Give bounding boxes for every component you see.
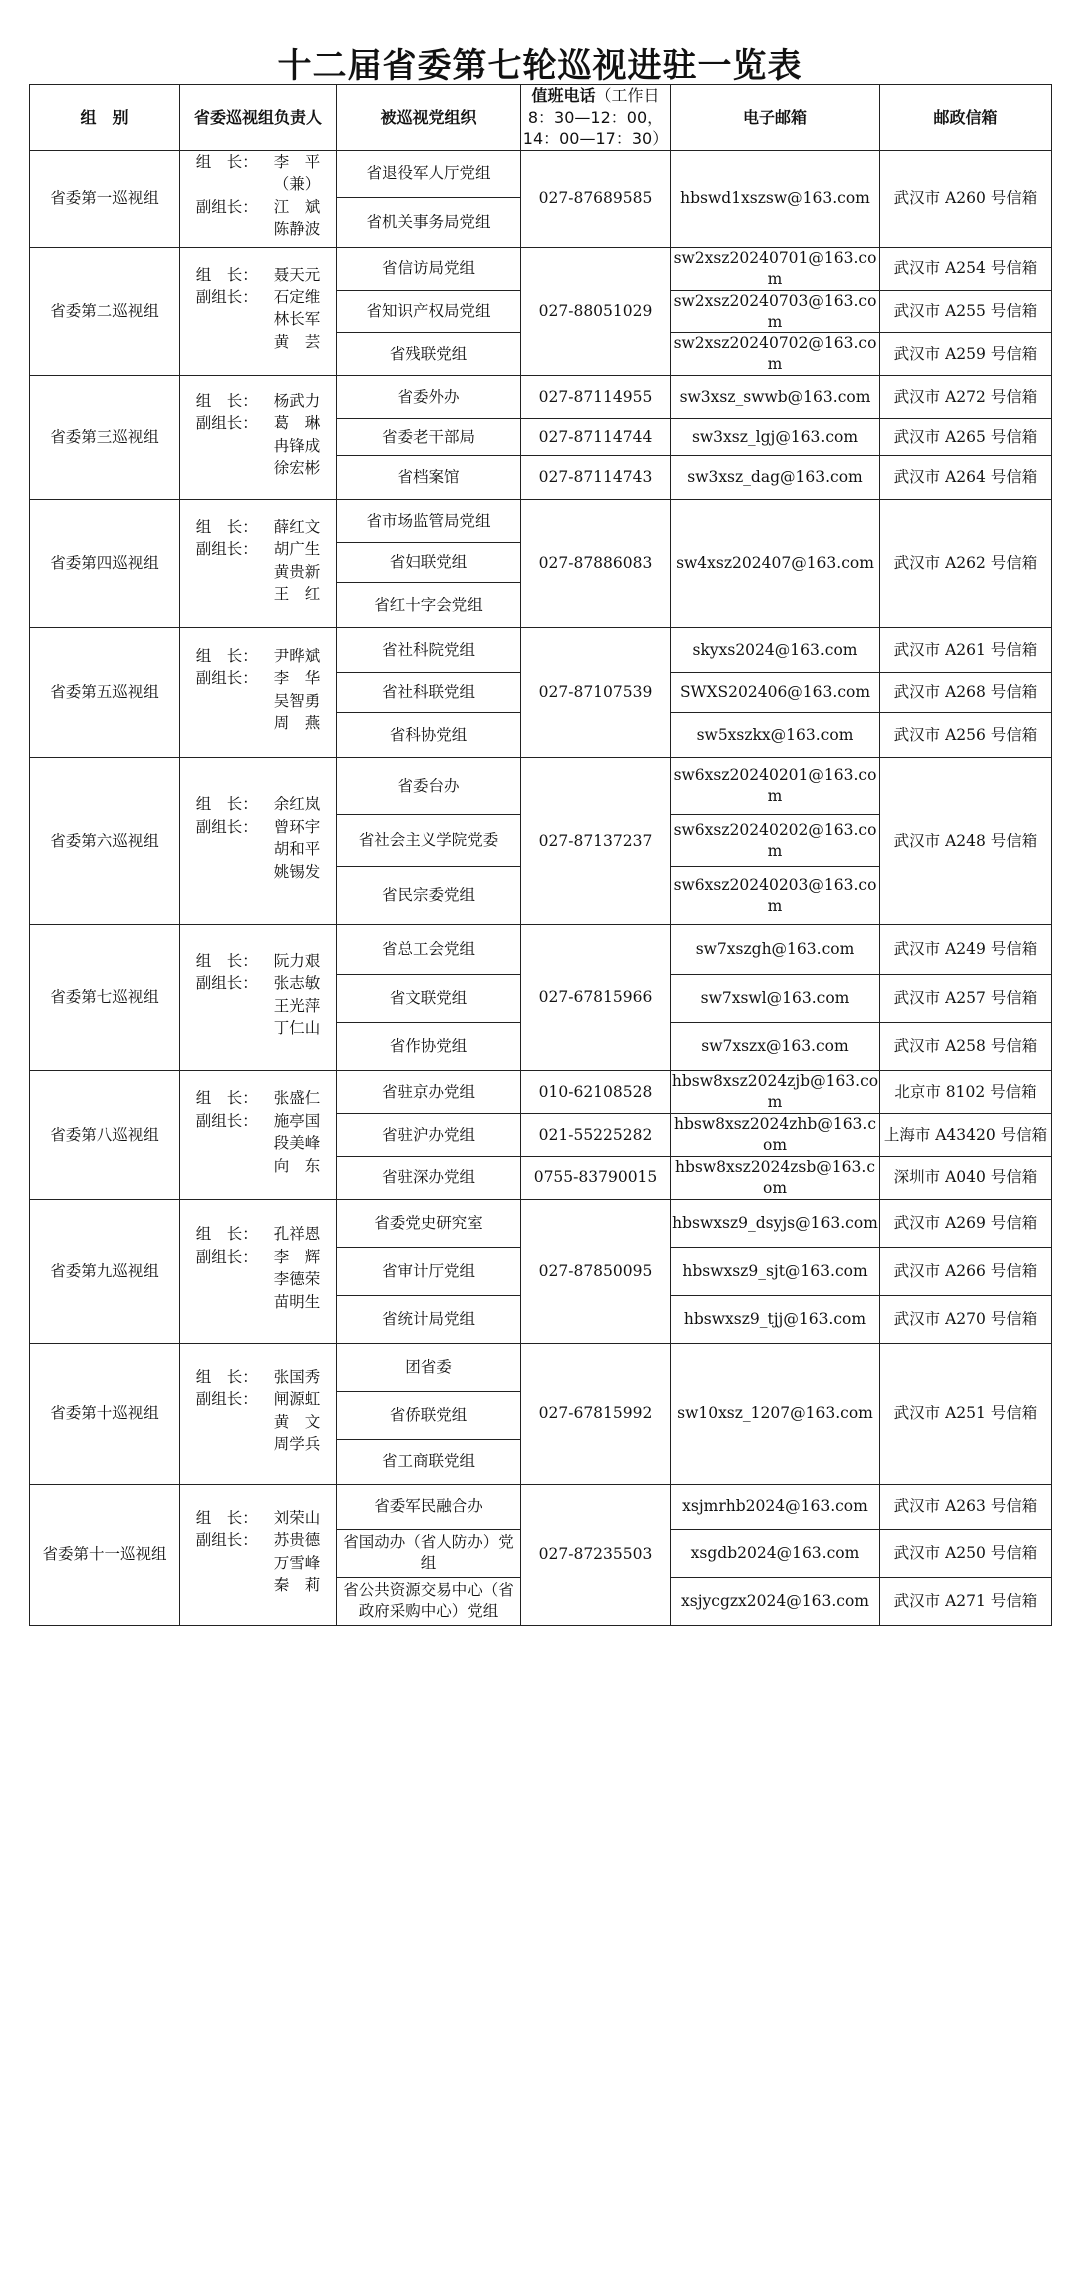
leader-entry bbox=[196, 950, 321, 972]
leader-name: 聂天元 bbox=[273, 265, 321, 284]
leader-role bbox=[196, 1268, 274, 1290]
leader-name: 孔祥恩 bbox=[273, 1225, 321, 1244]
leader-role bbox=[196, 1574, 274, 1596]
leader-role bbox=[196, 1411, 274, 1433]
phone-cell: 027-87235503 bbox=[521, 1484, 671, 1625]
header-group: 组 别 bbox=[30, 85, 180, 151]
post-cell: 武汉市 A263 号信箱 bbox=[880, 1484, 1052, 1529]
post-cell: 武汉市 A249 号信箱 bbox=[880, 925, 1052, 975]
group-name-cell: 省委第二巡视组 bbox=[30, 247, 180, 376]
post-cell: 武汉市 A272 号信箱 bbox=[880, 376, 1052, 419]
leader-entry bbox=[196, 793, 321, 815]
leader-name: 闸源虹 bbox=[273, 1390, 321, 1409]
leader-role: 副组长： bbox=[195, 1390, 258, 1409]
org-cell: 省工商联党组 bbox=[337, 1439, 521, 1484]
leader-entry bbox=[196, 690, 321, 712]
leader-entry bbox=[196, 1552, 321, 1574]
org-cell: 省驻京办党组 bbox=[337, 1071, 521, 1114]
leader-role bbox=[196, 218, 274, 240]
leaders-cell bbox=[180, 1343, 337, 1484]
leader-entry bbox=[196, 286, 321, 308]
org-cell: 省社科院党组 bbox=[337, 628, 521, 673]
phone-cell: 0755-83790015 bbox=[521, 1156, 671, 1199]
leader-name: 周 燕 bbox=[273, 714, 321, 733]
leader-role bbox=[196, 173, 274, 195]
group-name-cell: 省委第四巡视组 bbox=[30, 500, 180, 628]
leader-role: 组 长： bbox=[195, 951, 258, 970]
org-cell: 省知识产权局党组 bbox=[337, 290, 521, 333]
leader-entry bbox=[196, 412, 321, 434]
email-cell: sw3xsz_swwb@163.com bbox=[671, 376, 880, 419]
group-name-cell: 省委第六巡视组 bbox=[30, 758, 180, 925]
email-cell: hbsw8xsz2024zhb@163.com bbox=[671, 1114, 880, 1157]
leader-role: 副组长： bbox=[195, 540, 258, 559]
leader-entry bbox=[196, 218, 321, 240]
leader-name: 葛 琳 bbox=[273, 414, 321, 433]
table-row bbox=[30, 1484, 1052, 1529]
leader-role: 组 长： bbox=[195, 795, 258, 814]
leader-name: 丁仁山 bbox=[273, 1019, 321, 1038]
group-name-cell: 省委第五巡视组 bbox=[30, 628, 180, 758]
leader-entry bbox=[196, 972, 321, 994]
leader-role: 组 长： bbox=[195, 517, 258, 536]
org-cell: 省机关事务局党组 bbox=[337, 197, 521, 247]
group-name-cell: 省委第一巡视组 bbox=[30, 150, 180, 247]
leader-entry bbox=[196, 1433, 321, 1455]
leader-entry bbox=[196, 196, 321, 218]
leader-name: 王 红 bbox=[273, 585, 321, 604]
leader-entry bbox=[196, 1268, 321, 1290]
leader-role: 组 长： bbox=[195, 1367, 258, 1386]
leader-entry bbox=[196, 1132, 321, 1154]
leader-name: 秦 莉 bbox=[273, 1576, 321, 1595]
leaders-cell bbox=[180, 1199, 337, 1343]
org-cell: 省市场监管局党组 bbox=[337, 500, 521, 543]
post-cell: 武汉市 A262 号信箱 bbox=[880, 500, 1052, 628]
org-cell: 省公共资源交易中心（省政府采购中心）党组 bbox=[337, 1577, 521, 1625]
email-cell: sw3xsz_dag@163.com bbox=[671, 456, 880, 500]
leader-role: 副组长： bbox=[195, 287, 258, 306]
leader-entry bbox=[196, 516, 321, 538]
leader-name: 曾环宇 bbox=[273, 817, 321, 836]
post-cell: 武汉市 A248 号信箱 bbox=[880, 758, 1052, 925]
leader-name: 阮力艰 bbox=[273, 951, 321, 970]
patrol-table bbox=[29, 84, 1052, 1626]
phone-cell: 027-87114743 bbox=[521, 456, 671, 500]
leader-name: 王光萍 bbox=[273, 996, 321, 1015]
leader-role: 副组长： bbox=[195, 974, 258, 993]
leader-name: 冉锋成 bbox=[273, 436, 321, 455]
leader-role bbox=[196, 1017, 274, 1039]
leader-name: 陈静波 bbox=[273, 220, 321, 239]
phone-cell: 027-87137237 bbox=[521, 758, 671, 925]
leader-name: 苗明生 bbox=[273, 1292, 321, 1311]
leader-name: 杨武力 bbox=[273, 391, 321, 410]
leader-entry bbox=[196, 995, 321, 1017]
leader-entry bbox=[196, 645, 321, 667]
leader-name: 胡和平 bbox=[273, 840, 321, 859]
email-cell: hbsw8xsz2024zjb@163.com bbox=[671, 1071, 880, 1114]
email-cell: hbsw8xsz2024zsb@163.com bbox=[671, 1156, 880, 1199]
leader-role bbox=[196, 1433, 274, 1455]
leader-entry bbox=[196, 457, 321, 479]
leader-entry bbox=[196, 1574, 321, 1596]
email-cell: sw7xszgh@163.com bbox=[671, 925, 880, 975]
leaders-cell bbox=[180, 1071, 337, 1200]
post-cell: 武汉市 A271 号信箱 bbox=[880, 1577, 1052, 1625]
email-cell: xsgdb2024@163.com bbox=[671, 1529, 880, 1577]
post-cell: 武汉市 A256 号信箱 bbox=[880, 713, 1052, 758]
post-cell: 武汉市 A250 号信箱 bbox=[880, 1529, 1052, 1577]
phone-cell: 027-87689585 bbox=[521, 150, 671, 247]
org-cell: 省红十字会党组 bbox=[337, 583, 521, 628]
header-post: 邮政信箱 bbox=[880, 85, 1052, 151]
leader-role: 副组长： bbox=[195, 669, 258, 688]
org-cell: 省文联党组 bbox=[337, 975, 521, 1023]
email-cell: hbswd1xszsw@163.com bbox=[671, 150, 880, 247]
leader-role bbox=[196, 1155, 274, 1177]
leader-entry bbox=[196, 331, 321, 353]
leader-name: 周学兵 bbox=[273, 1435, 321, 1454]
leader-role bbox=[196, 308, 274, 330]
leader-name: 黄 芸 bbox=[273, 332, 321, 351]
leader-role bbox=[196, 1291, 274, 1313]
post-cell: 武汉市 A266 号信箱 bbox=[880, 1247, 1052, 1295]
leaders-list bbox=[196, 793, 321, 883]
leaders-list bbox=[196, 1366, 321, 1456]
leader-name: 张国秀 bbox=[273, 1367, 321, 1386]
org-cell: 省档案馆 bbox=[337, 456, 521, 500]
group-name-cell: 省委第九巡视组 bbox=[30, 1199, 180, 1343]
leader-entry bbox=[196, 838, 321, 860]
org-cell: 省统计局党组 bbox=[337, 1295, 521, 1343]
org-cell: 省委台办 bbox=[337, 758, 521, 815]
post-cell: 武汉市 A259 号信箱 bbox=[880, 333, 1052, 376]
leader-entry bbox=[196, 1087, 321, 1109]
leader-entry bbox=[196, 816, 321, 838]
leader-name: 张盛仁 bbox=[273, 1089, 321, 1108]
email-cell: sw2xsz20240702@163.com bbox=[671, 333, 880, 376]
org-cell: 省驻沪办党组 bbox=[337, 1114, 521, 1157]
table-row bbox=[30, 925, 1052, 975]
phone-cell: 027-67815992 bbox=[521, 1343, 671, 1484]
leaders-list bbox=[196, 264, 321, 354]
leader-name: 李 辉 bbox=[273, 1247, 321, 1266]
leaders-list bbox=[196, 1087, 321, 1177]
leader-role bbox=[196, 561, 274, 583]
phone-cell: 027-87107539 bbox=[521, 628, 671, 758]
email-cell: hbswxsz9_tjj@163.com bbox=[671, 1295, 880, 1343]
leader-entry bbox=[196, 561, 321, 583]
post-cell: 深圳市 A040 号信箱 bbox=[880, 1156, 1052, 1199]
phone-cell: 027-87886083 bbox=[521, 500, 671, 628]
leader-role bbox=[196, 690, 274, 712]
page-title: 十二届省委第七轮巡视进驻一览表 bbox=[277, 46, 803, 86]
leader-name: 向 东 bbox=[273, 1156, 321, 1175]
leader-name: 施亭国 bbox=[273, 1111, 321, 1130]
leaders-cell bbox=[180, 925, 337, 1071]
org-cell: 省委外办 bbox=[337, 376, 521, 419]
leader-role: 组 长： bbox=[195, 646, 258, 665]
leaders-list bbox=[196, 151, 321, 241]
leader-name: 江 斌 bbox=[273, 197, 321, 216]
org-cell: 省委党史研究室 bbox=[337, 1199, 521, 1247]
leader-entry bbox=[196, 151, 321, 173]
post-cell: 北京市 8102 号信箱 bbox=[880, 1071, 1052, 1114]
leader-entry bbox=[196, 264, 321, 286]
leader-role: 副组长： bbox=[195, 1531, 258, 1550]
phone-cell: 010-62108528 bbox=[521, 1071, 671, 1114]
table-row bbox=[30, 1199, 1052, 1247]
leader-role bbox=[196, 1552, 274, 1574]
leader-role: 组 长： bbox=[195, 265, 258, 284]
post-cell: 武汉市 A261 号信箱 bbox=[880, 628, 1052, 673]
leader-role: 副组长： bbox=[195, 197, 258, 216]
post-cell: 武汉市 A265 号信箱 bbox=[880, 419, 1052, 456]
org-cell: 省社科联党组 bbox=[337, 673, 521, 713]
leader-entry bbox=[196, 308, 321, 330]
post-cell: 武汉市 A255 号信箱 bbox=[880, 290, 1052, 333]
header-phone bbox=[521, 85, 671, 151]
leader-role: 组 长： bbox=[195, 1089, 258, 1108]
header-email: 电子邮箱 bbox=[671, 85, 880, 151]
table-row bbox=[30, 1071, 1052, 1114]
org-cell: 省国动办（省人防办）党组 bbox=[337, 1529, 521, 1577]
leader-entry bbox=[196, 1411, 321, 1433]
leader-name: 薛红文 bbox=[273, 517, 321, 536]
phone-cell: 027-87114744 bbox=[521, 419, 671, 456]
org-cell: 省委军民融合办 bbox=[337, 1484, 521, 1529]
leader-entry bbox=[196, 1246, 321, 1268]
leader-name: 黄贵新 bbox=[273, 562, 321, 581]
leader-name: 姚锡发 bbox=[273, 862, 321, 881]
leader-name: 林长军 bbox=[273, 310, 321, 329]
leader-role: 组 长： bbox=[195, 152, 258, 171]
leader-role bbox=[196, 583, 274, 605]
leaders-cell bbox=[180, 500, 337, 628]
leader-name: 黄 文 bbox=[273, 1412, 321, 1431]
leader-role bbox=[196, 712, 274, 734]
group-name-cell: 省委第三巡视组 bbox=[30, 376, 180, 500]
leader-name: 吴智勇 bbox=[273, 691, 321, 710]
group-name-cell: 省委第十一巡视组 bbox=[30, 1484, 180, 1625]
phone-cell: 027-88051029 bbox=[521, 247, 671, 376]
leader-name: 万雪峰 bbox=[273, 1553, 321, 1572]
leader-entry bbox=[196, 1388, 321, 1410]
org-cell: 省作协党组 bbox=[337, 1023, 521, 1071]
group-name-cell: 省委第七巡视组 bbox=[30, 925, 180, 1071]
post-cell: 上海市 A43420 号信箱 bbox=[880, 1114, 1052, 1157]
email-cell: sw2xsz20240703@163.com bbox=[671, 290, 880, 333]
leader-name: 徐宏彬 bbox=[273, 459, 321, 478]
email-cell: sw6xsz20240202@163.com bbox=[671, 815, 880, 867]
post-cell: 武汉市 A260 号信箱 bbox=[880, 150, 1052, 247]
email-cell: SWXS202406@163.com bbox=[671, 673, 880, 713]
leader-role bbox=[196, 861, 274, 883]
org-cell: 省科协党组 bbox=[337, 713, 521, 758]
org-cell: 省妇联党组 bbox=[337, 543, 521, 583]
leader-role: 副组长： bbox=[195, 817, 258, 836]
table-body bbox=[30, 150, 1052, 1625]
org-cell: 省侨联党组 bbox=[337, 1391, 521, 1439]
leader-name: 余红岚 bbox=[273, 795, 321, 814]
org-cell: 省审计厅党组 bbox=[337, 1247, 521, 1295]
leader-role bbox=[196, 838, 274, 860]
leader-role bbox=[196, 331, 274, 353]
leaders-list bbox=[196, 1507, 321, 1597]
table-row bbox=[30, 247, 1052, 290]
leader-entry bbox=[196, 1291, 321, 1313]
table-row bbox=[30, 1343, 1052, 1391]
leader-role: 组 长： bbox=[195, 1225, 258, 1244]
phone-cell: 027-67815966 bbox=[521, 925, 671, 1071]
org-cell: 省总工会党组 bbox=[337, 925, 521, 975]
post-cell: 武汉市 A269 号信箱 bbox=[880, 1199, 1052, 1247]
leader-role: 副组长： bbox=[195, 1111, 258, 1130]
phone-cell: 021-55225282 bbox=[521, 1114, 671, 1157]
org-cell: 省民宗委党组 bbox=[337, 867, 521, 925]
leader-role bbox=[196, 1132, 274, 1154]
phone-cell: 027-87114955 bbox=[521, 376, 671, 419]
post-cell: 武汉市 A257 号信箱 bbox=[880, 975, 1052, 1023]
leader-role bbox=[196, 435, 274, 457]
leader-name: 李 平 bbox=[273, 152, 321, 171]
leader-entry bbox=[196, 1507, 321, 1529]
leader-name: （兼） bbox=[273, 175, 321, 194]
leader-role bbox=[196, 457, 274, 479]
post-cell: 武汉市 A268 号信箱 bbox=[880, 673, 1052, 713]
table-row bbox=[30, 758, 1052, 815]
leader-name: 刘荣山 bbox=[273, 1508, 321, 1527]
header-phone-hours: （工作日8：30—12：00，14：00—17：30） bbox=[522, 86, 669, 149]
leaders-cell bbox=[180, 247, 337, 376]
leader-name: 李 华 bbox=[273, 669, 321, 688]
post-cell: 武汉市 A258 号信箱 bbox=[880, 1023, 1052, 1071]
leader-entry bbox=[196, 712, 321, 734]
header-org: 被巡视党组织 bbox=[337, 85, 521, 151]
org-cell: 省信访局党组 bbox=[337, 247, 521, 290]
table-row bbox=[30, 150, 1052, 197]
leader-entry bbox=[196, 667, 321, 689]
leaders-cell bbox=[180, 376, 337, 500]
email-cell: xsjmrhb2024@163.com bbox=[671, 1484, 880, 1529]
leader-role: 组 长： bbox=[195, 1508, 258, 1527]
leader-name: 段美峰 bbox=[273, 1134, 321, 1153]
header-phone-label: 值班电话 bbox=[531, 86, 596, 105]
leader-entry bbox=[196, 390, 321, 412]
leader-name: 张志敏 bbox=[273, 974, 321, 993]
email-cell: hbswxsz9_sjt@163.com bbox=[671, 1247, 880, 1295]
leaders-cell bbox=[180, 1484, 337, 1625]
org-cell: 省委老干部局 bbox=[337, 419, 521, 456]
email-cell: sw5xszkx@163.com bbox=[671, 713, 880, 758]
leaders-list bbox=[196, 645, 321, 735]
post-cell: 武汉市 A264 号信箱 bbox=[880, 456, 1052, 500]
leader-entry bbox=[196, 1155, 321, 1177]
post-cell: 武汉市 A254 号信箱 bbox=[880, 247, 1052, 290]
leader-name: 胡广生 bbox=[273, 540, 321, 559]
leader-role: 副组长： bbox=[195, 1247, 258, 1266]
table-row bbox=[30, 628, 1052, 673]
table-row bbox=[30, 376, 1052, 419]
leader-role: 副组长： bbox=[195, 414, 258, 433]
leaders-cell bbox=[180, 628, 337, 758]
leader-entry bbox=[196, 1223, 321, 1245]
leaders-list bbox=[196, 390, 321, 480]
table-header-row bbox=[30, 85, 1052, 151]
leader-name: 石定维 bbox=[273, 287, 321, 306]
leader-entry bbox=[196, 861, 321, 883]
email-cell: skyxs2024@163.com bbox=[671, 628, 880, 673]
leader-name: 尹晔斌 bbox=[273, 646, 321, 665]
leader-role: 组 长： bbox=[195, 391, 258, 410]
email-cell: sw6xsz20240203@163.com bbox=[671, 867, 880, 925]
leader-role bbox=[196, 995, 274, 1017]
email-cell: sw4xsz202407@163.com bbox=[671, 500, 880, 628]
email-cell: sw7xszx@163.com bbox=[671, 1023, 880, 1071]
org-cell: 省驻深办党组 bbox=[337, 1156, 521, 1199]
email-cell: sw7xswl@163.com bbox=[671, 975, 880, 1023]
leaders-list bbox=[196, 950, 321, 1040]
org-cell: 省残联党组 bbox=[337, 333, 521, 376]
post-cell: 武汉市 A270 号信箱 bbox=[880, 1295, 1052, 1343]
leaders-cell bbox=[180, 758, 337, 925]
org-cell: 团省委 bbox=[337, 1343, 521, 1391]
table-row bbox=[30, 500, 1052, 543]
leader-entry bbox=[196, 583, 321, 605]
leader-entry bbox=[196, 1110, 321, 1132]
leader-entry bbox=[196, 1017, 321, 1039]
leader-entry bbox=[196, 538, 321, 560]
email-cell: hbswxsz9_dsyjs@163.com bbox=[671, 1199, 880, 1247]
header-leaders: 省委巡视组负责人 bbox=[180, 85, 337, 151]
leader-entry bbox=[196, 1529, 321, 1551]
leader-name: 苏贵德 bbox=[273, 1531, 321, 1550]
org-cell: 省退役军人厅党组 bbox=[337, 150, 521, 197]
email-cell: sw10xsz_1207@163.com bbox=[671, 1343, 880, 1484]
leader-entry bbox=[196, 173, 321, 195]
leader-entry bbox=[196, 1366, 321, 1388]
email-cell: sw2xsz20240701@163.com bbox=[671, 247, 880, 290]
email-cell: sw6xsz20240201@163.com bbox=[671, 758, 880, 815]
leader-entry bbox=[196, 435, 321, 457]
leaders-cell bbox=[180, 150, 337, 247]
group-name-cell: 省委第八巡视组 bbox=[30, 1071, 180, 1200]
leader-name: 李德荣 bbox=[273, 1270, 321, 1289]
email-cell: xsjycgzx2024@163.com bbox=[671, 1577, 880, 1625]
phone-cell: 027-87850095 bbox=[521, 1199, 671, 1343]
post-cell: 武汉市 A251 号信箱 bbox=[880, 1343, 1052, 1484]
group-name-cell: 省委第十巡视组 bbox=[30, 1343, 180, 1484]
org-cell: 省社会主义学院党委 bbox=[337, 815, 521, 867]
leaders-list bbox=[196, 1223, 321, 1313]
email-cell: sw3xsz_lgj@163.com bbox=[671, 419, 880, 456]
leaders-list bbox=[196, 516, 321, 606]
